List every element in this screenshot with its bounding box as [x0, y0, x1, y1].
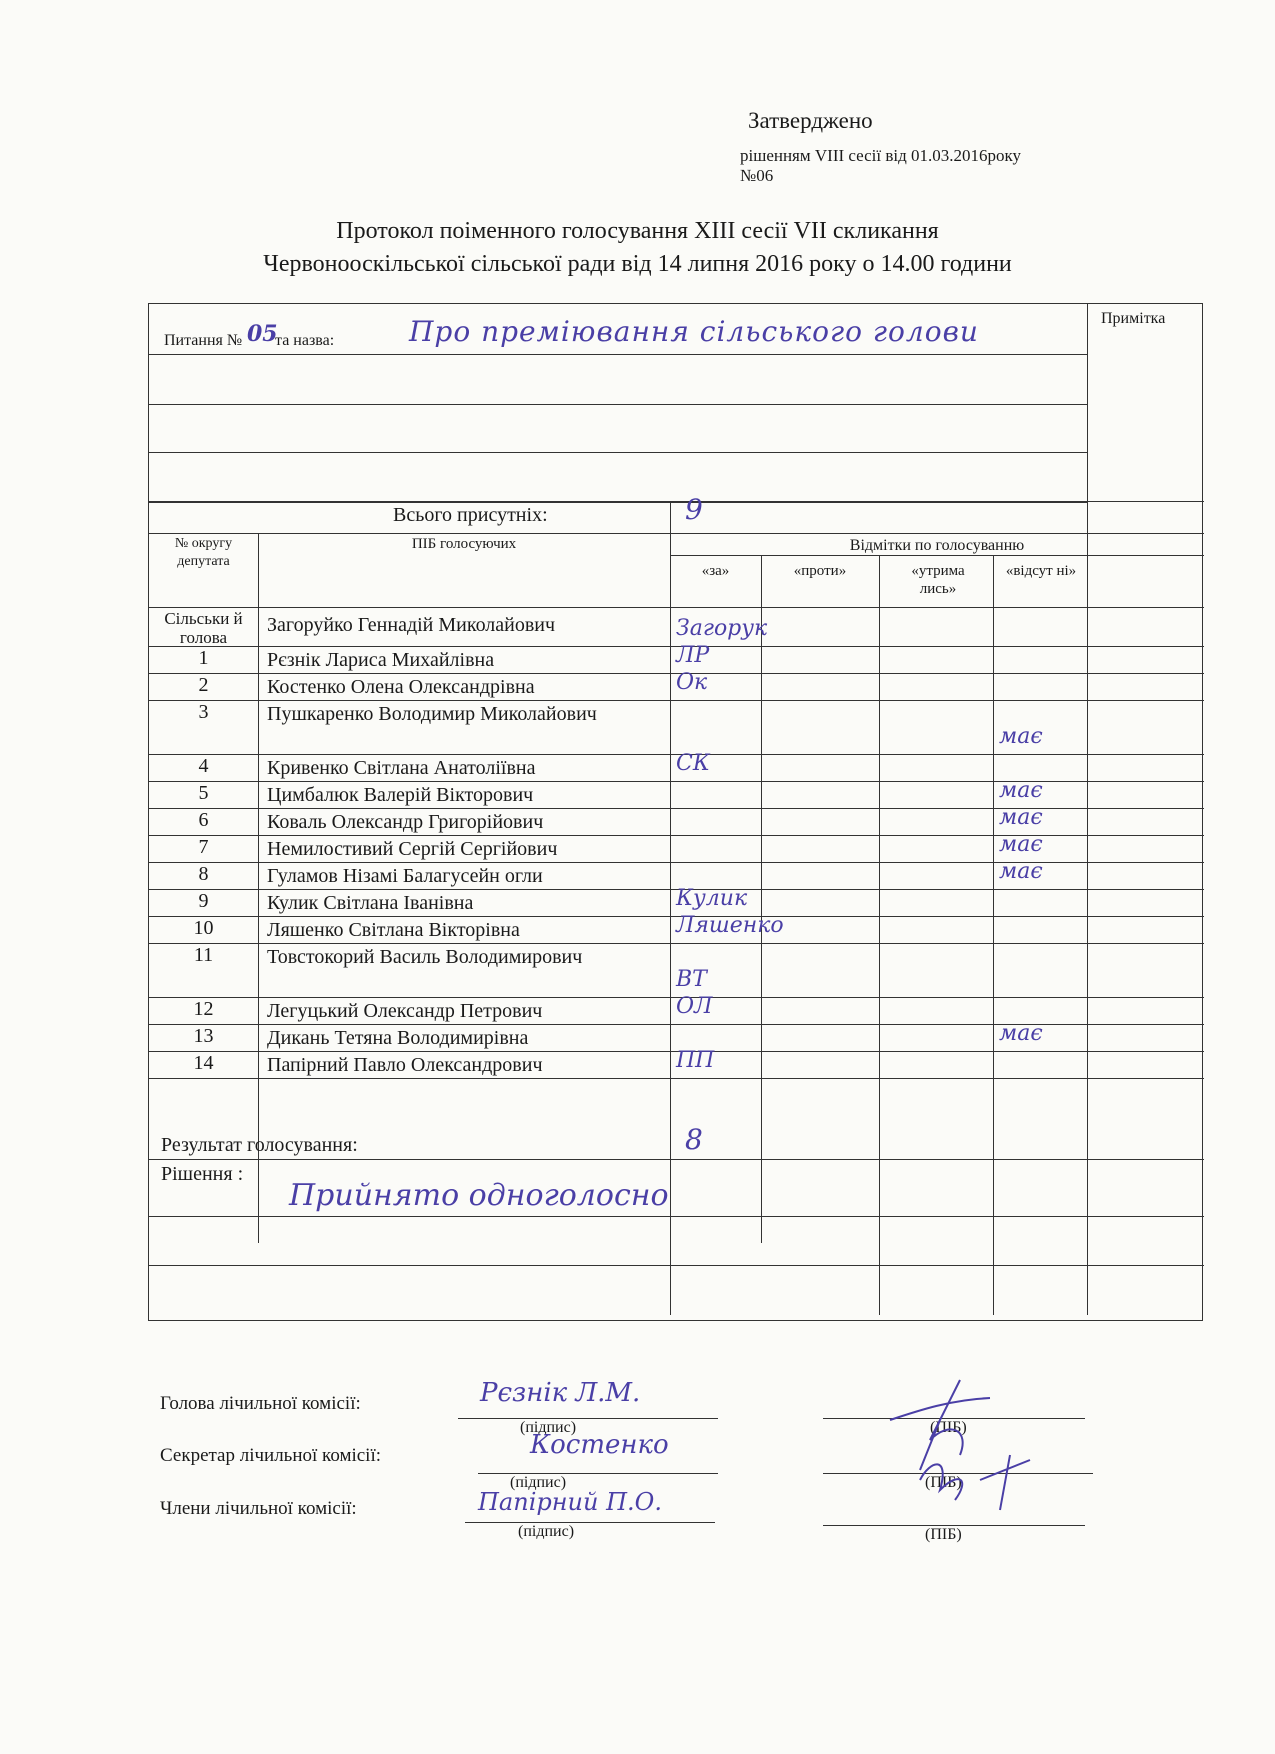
- deputy-name: Коваль Олександр Григорійович: [267, 811, 544, 833]
- vote-mark: має: [999, 778, 1043, 803]
- secretary-signature: Костенко: [530, 1430, 669, 1460]
- abstain-header: «утрима лись»: [911, 563, 965, 597]
- deputy-name: Костенко Олена Олександрівна: [267, 676, 535, 698]
- vote-mark: має: [999, 1021, 1043, 1046]
- approval-decision: рішенням VIII сесії від 01.03.2016року: [740, 146, 1022, 165]
- vote-mark: СК: [676, 751, 710, 776]
- vote-mark: має: [999, 859, 1043, 884]
- district-number: 14: [193, 1052, 214, 1074]
- members-sign-caption: (підпис): [518, 1523, 575, 1540]
- vote-mark: ВТ: [676, 967, 707, 992]
- vote-mark: ПП: [676, 1048, 715, 1073]
- decision-text: Прийнято одноголосно: [289, 1178, 669, 1213]
- deputy-name: Ляшенко Світлана Вікторівна: [267, 919, 520, 941]
- note-header: Примітка: [1101, 310, 1166, 327]
- for-header: «за»: [701, 563, 730, 579]
- secretary-pib-caption: (ПІБ): [925, 1474, 962, 1491]
- members-label: Члени лічильної комісії:: [160, 1498, 357, 1519]
- vote-mark: має: [999, 832, 1043, 857]
- deputy-name: Дикань Тетяна Володимирівна: [267, 1027, 529, 1049]
- deputy-name: Загоруйко Геннадій Миколайович: [267, 614, 556, 636]
- approval-number: №06: [740, 166, 774, 185]
- district-number: 11: [193, 944, 214, 966]
- absent-header: «відсут ні»: [1005, 563, 1077, 579]
- present-count: 9: [685, 493, 703, 526]
- deputy-name: Рєзнік Лариса Михайлівна: [267, 649, 495, 671]
- district-number: 7: [198, 836, 209, 858]
- vote-mark: ОЛ: [676, 994, 713, 1019]
- district-number: 12: [193, 998, 214, 1020]
- district-number: 2: [198, 674, 209, 696]
- deputy-name: Гуламов Нізамі Балагусейн огли: [267, 865, 543, 887]
- district-number: Сільськи й голова: [164, 609, 243, 647]
- deputy-name: Кулик Світлана Іванівна: [267, 892, 474, 914]
- deputy-name: Цимбалюк Валерій Вікторович: [267, 784, 534, 806]
- deputy-name: Легуцький Олександр Петрович: [267, 1000, 543, 1022]
- deputy-name: Товстокорий Василь Володимирович: [267, 946, 583, 968]
- district-number: 4: [198, 755, 209, 777]
- marks-header: Відмітки по голосуванню: [849, 537, 1025, 554]
- district-number: 1: [198, 647, 209, 669]
- voting-table: [148, 303, 1203, 1321]
- district-header: № округу депутата: [174, 536, 233, 569]
- district-number: 13: [193, 1025, 214, 1047]
- chair-sign-caption: (підпис): [520, 1419, 577, 1436]
- members-signature: Папірний П.О.: [478, 1488, 662, 1516]
- approval-title: Затверджено: [748, 108, 873, 133]
- secretary-sign-caption: (підпис): [510, 1474, 567, 1491]
- question-number: 05: [247, 321, 278, 347]
- district-number: 5: [198, 782, 209, 804]
- decision-label: Рішення :: [161, 1163, 244, 1185]
- pib-signatures-scribble: [860, 1360, 1060, 1540]
- deputy-name: Пушкаренко Володимир Миколайович: [267, 703, 597, 725]
- chair-label: Голова лічильної комісії:: [160, 1393, 361, 1414]
- district-number: 8: [198, 863, 209, 885]
- chair-signature: Рєзнік Л.М.: [480, 1378, 641, 1408]
- district-number: 6: [198, 809, 209, 831]
- result-label: Результат голосування:: [161, 1134, 358, 1156]
- secretary-label: Секретар лічильної комісії:: [160, 1445, 382, 1466]
- protocol-title-line-1: Протокол поіменного голосування XIII сесії VII скликання: [336, 218, 939, 244]
- name-header: ПІБ голосуючих: [411, 536, 517, 552]
- against-header: «проти»: [793, 563, 847, 579]
- vote-mark: Ок: [676, 670, 708, 695]
- district-number: 9: [198, 890, 209, 912]
- question-name: Про преміювання сільського голови: [409, 315, 979, 348]
- vote-mark: Ляшенко: [676, 913, 784, 938]
- vote-mark: Кулик: [676, 886, 748, 911]
- vote-mark: Загорук: [676, 616, 768, 641]
- vote-mark: має: [999, 724, 1043, 749]
- vote-mark: має: [999, 805, 1043, 830]
- chair-pib-caption: (ПІБ): [930, 1419, 967, 1436]
- result-count: 8: [685, 1123, 703, 1156]
- protocol-title-line-2: Червонооскільської сільської ради від 14 липня 2016 року о 14.00 години: [263, 251, 1012, 277]
- present-label: Всього присутніх:: [393, 504, 548, 526]
- vote-mark: ЛР: [676, 643, 710, 668]
- district-number: 3: [198, 701, 209, 723]
- question-label: Питання №: [164, 332, 243, 349]
- question-label-name: та назва:: [275, 332, 335, 349]
- deputy-name: Папірний Павло Олександрович: [267, 1054, 543, 1076]
- deputy-name: Кривенко Світлана Анатоліївна: [267, 757, 536, 779]
- members-pib-caption: (ПІБ): [925, 1526, 962, 1543]
- deputy-name: Немилостивий Сергій Сергійович: [267, 838, 558, 860]
- district-number: 10: [193, 917, 214, 939]
